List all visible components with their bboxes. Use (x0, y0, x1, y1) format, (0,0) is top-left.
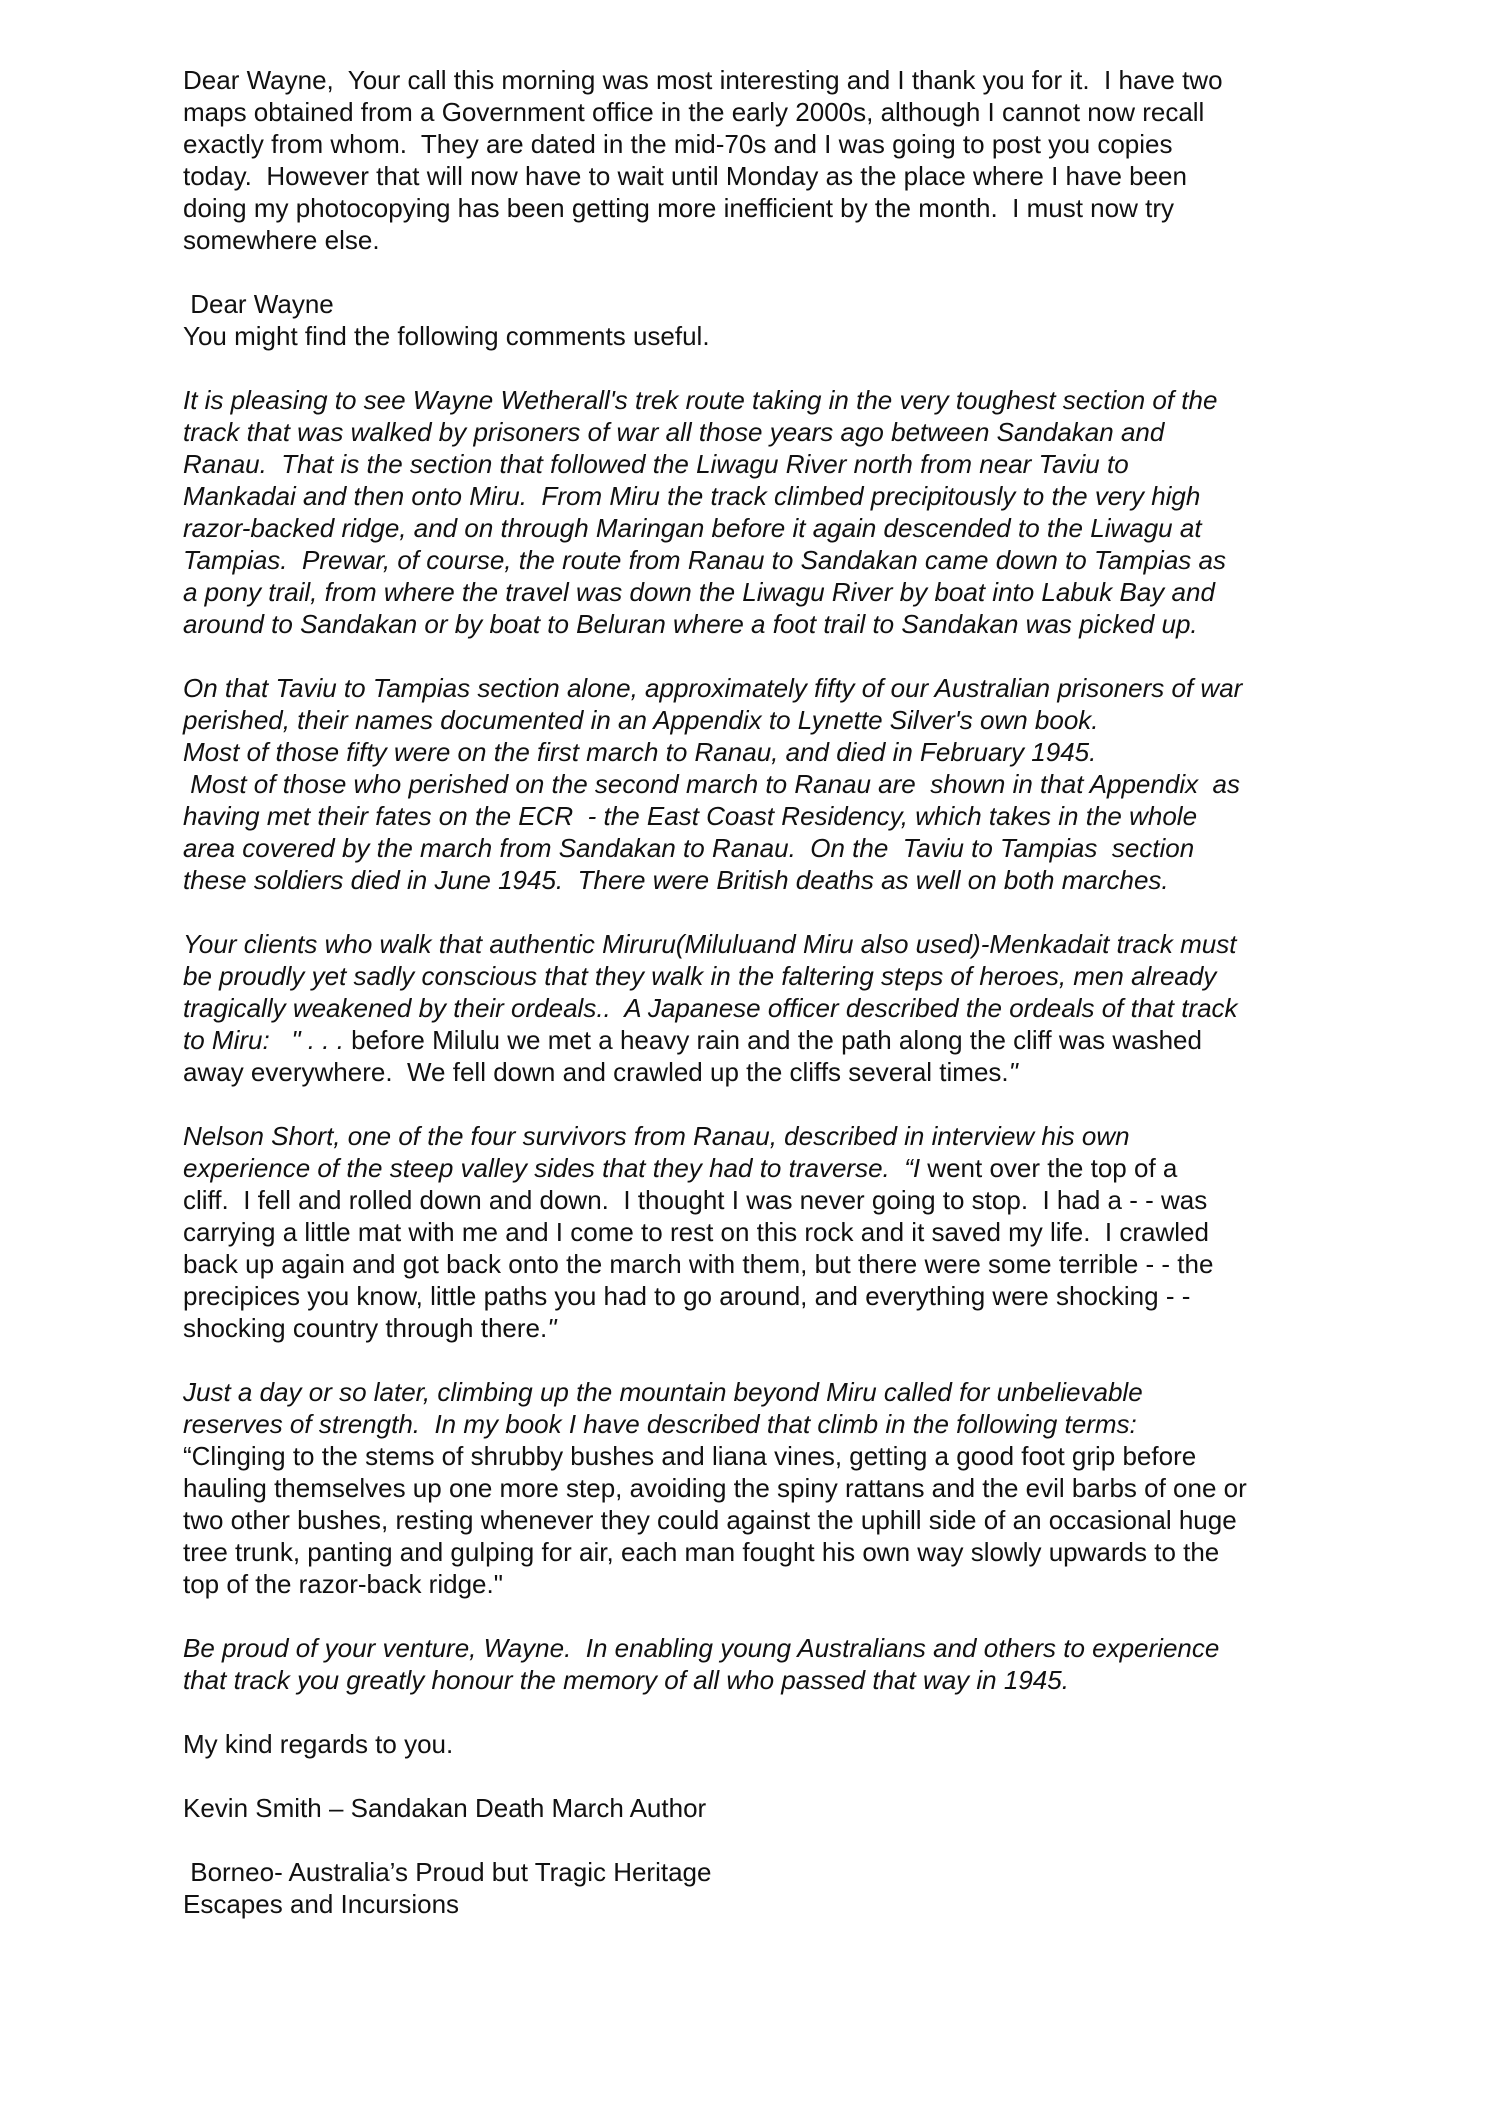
text-line: somewhere else. (183, 225, 380, 255)
text-line: around to Sandakan or by boat to Beluran where a foot trail to Sandakan was picked up. (183, 609, 1198, 639)
text-line: that track you greatly honour the memory of all who passed that way in 1945. (183, 1665, 1069, 1695)
text-line: tree trunk, panting and gulping for air, each man fought his own way slowly upwards to the (183, 1537, 1220, 1567)
text-line: tragically weakened by their ordeals.. A Japanese officer described the ordeals of that track (183, 993, 1238, 1023)
closing-line: My kind regards to you. (183, 1729, 454, 1759)
climb-paragraph (183, 1376, 1333, 1600)
text-line: reserves of strength. In my book I have described that climb in the following terms: (183, 1409, 1137, 1439)
text-line: two other bushes, resting whenever they could against the uphill side of an occasional huge (183, 1505, 1237, 1535)
quote-text: went over the top of a (920, 1153, 1178, 1183)
text-line (183, 1024, 1333, 1056)
letter-document (183, 64, 1333, 1920)
intro-text: experience of the steep valley sides that they had to traverse. “I (183, 1153, 921, 1183)
text-line: exactly from whom. They are dated in the mid-70s and I was going to post you copies (183, 129, 1173, 159)
text-line: hauling themselves up one more step, avoiding the spiny rattans and the evil barbs of one or (183, 1473, 1247, 1503)
text-line: Ranau. That is the section that followed the Liwagu River north from near Taviu to (183, 449, 1129, 479)
opening-line: You might find the following comments useful. (183, 321, 710, 351)
signature-line: Kevin Smith – Sandakan Death March Author (183, 1793, 707, 1823)
text-line: precipices you know, little paths you had to go around, and everything were shocking - - (183, 1281, 1191, 1311)
text-line: back up again and got back onto the march with them, but there were some terrible - - the (183, 1249, 1214, 1279)
text-line: having met their fates on the ECR - the East Coast Residency, which takes in the whole (183, 801, 1198, 831)
quote-close: " (1008, 1057, 1018, 1087)
text-line (183, 1312, 1333, 1344)
text-line: track that was walked by prisoners of war all those years ago between Sandakan and (183, 417, 1165, 447)
text-line: It is pleasing to see Wayne Wetherall's trek route taking in the very toughest section of the (183, 385, 1218, 415)
quote-close: " (547, 1313, 557, 1343)
signature (183, 1792, 1333, 1824)
text-line: a pony trail, from where the travel was down the Liwagu River by boat into Labuk Bay and (183, 577, 1215, 607)
route-paragraph (183, 384, 1333, 640)
text-line: Most of those who perished on the second march to Ranau are shown in that Appendix as (183, 769, 1240, 799)
text-line: Be proud of your venture, Wayne. In enabling young Australians and others to experience (183, 1633, 1220, 1663)
text-line: Just a day or so later, climbing up the mountain beyond Miru called for unbelievable (183, 1377, 1143, 1407)
casualties-paragraph (183, 672, 1333, 896)
salutation: Dear Wayne (183, 289, 334, 319)
text-line: Your clients who walk that authentic Miruru(Miluluand Miru also used)-Menkadait track must (183, 929, 1237, 959)
book-title: Borneo- Australia’s Proud but Tragic Heritage (183, 1857, 712, 1887)
quote-text: before Milulu we met a heavy rain and the path along the cliff was washed (351, 1025, 1202, 1055)
text-line: razor-backed ridge, and on through Maringan before it again descended to the Liwagu at (183, 513, 1202, 543)
quote-lead: to Miru: " . . . (183, 1025, 352, 1055)
text-line: area covered by the march from Sandakan to Ranau. On the Taviu to Tampias section (183, 833, 1195, 863)
text-line: perished, their names documented in an Appendix to Lynette Silver's own book. (183, 705, 1099, 735)
nelson-short-paragraph (183, 1120, 1333, 1344)
greeting-block (183, 288, 1333, 352)
book-list (183, 1856, 1333, 1920)
text-line: On that Taviu to Tampias section alone, approximately fifty of our Australian prisoners of war (183, 673, 1243, 703)
text-line: Nelson Short, one of the four survivors from Ranau, described in interview his own (183, 1121, 1130, 1151)
intro-paragraph (183, 64, 1333, 256)
text-line: top of the razor-back ridge." (183, 1569, 503, 1599)
text-line: “Clinging to the stems of shrubby bushes and liana vines, getting a good foot grip before (183, 1441, 1197, 1471)
text-line: carrying a little mat with me and I come to rest on this rock and it saved my life. I crawled (183, 1217, 1209, 1247)
japanese-officer-paragraph (183, 928, 1333, 1088)
text-line: doing my photocopying has been getting more inefficient by the month. I must now try (183, 193, 1174, 223)
text-line: Mankadai and then onto Miru. From Miru the track climbed precipitously to the very high (183, 481, 1201, 511)
text-line: today. However that will now have to wait until Monday as the place where I have been (183, 161, 1187, 191)
text-line: be proudly yet sadly conscious that they walk in the faltering steps of heroes, men already (183, 961, 1217, 991)
text-line: Most of those fifty were on the first march to Ranau, and died in February 1945. (183, 737, 1097, 767)
text-line: Tampias. Prewar, of course, the route from Ranau to Sandakan came down to Tampias as (183, 545, 1226, 575)
quote-text: shocking country through there. (183, 1313, 548, 1343)
text-line: these soldiers died in June 1945. There were British deaths as well on both marches. (183, 865, 1169, 895)
book-title: Escapes and Incursions (183, 1889, 460, 1919)
closing (183, 1728, 1333, 1760)
text-line: maps obtained from a Government office in the early 2000s, although I cannot now recall (183, 97, 1205, 127)
text-line: Dear Wayne, Your call this morning was most interesting and I thank you for it. I have two (183, 65, 1223, 95)
text-line (183, 1152, 1333, 1184)
encouragement-paragraph (183, 1632, 1333, 1696)
text-line (183, 1056, 1333, 1088)
text-line: cliff. I fell and rolled down and down. I thought I was never going to stop. I had a - - was (183, 1185, 1208, 1215)
quote-text: away everywhere. We fell down and crawled up the cliffs several times. (183, 1057, 1009, 1087)
